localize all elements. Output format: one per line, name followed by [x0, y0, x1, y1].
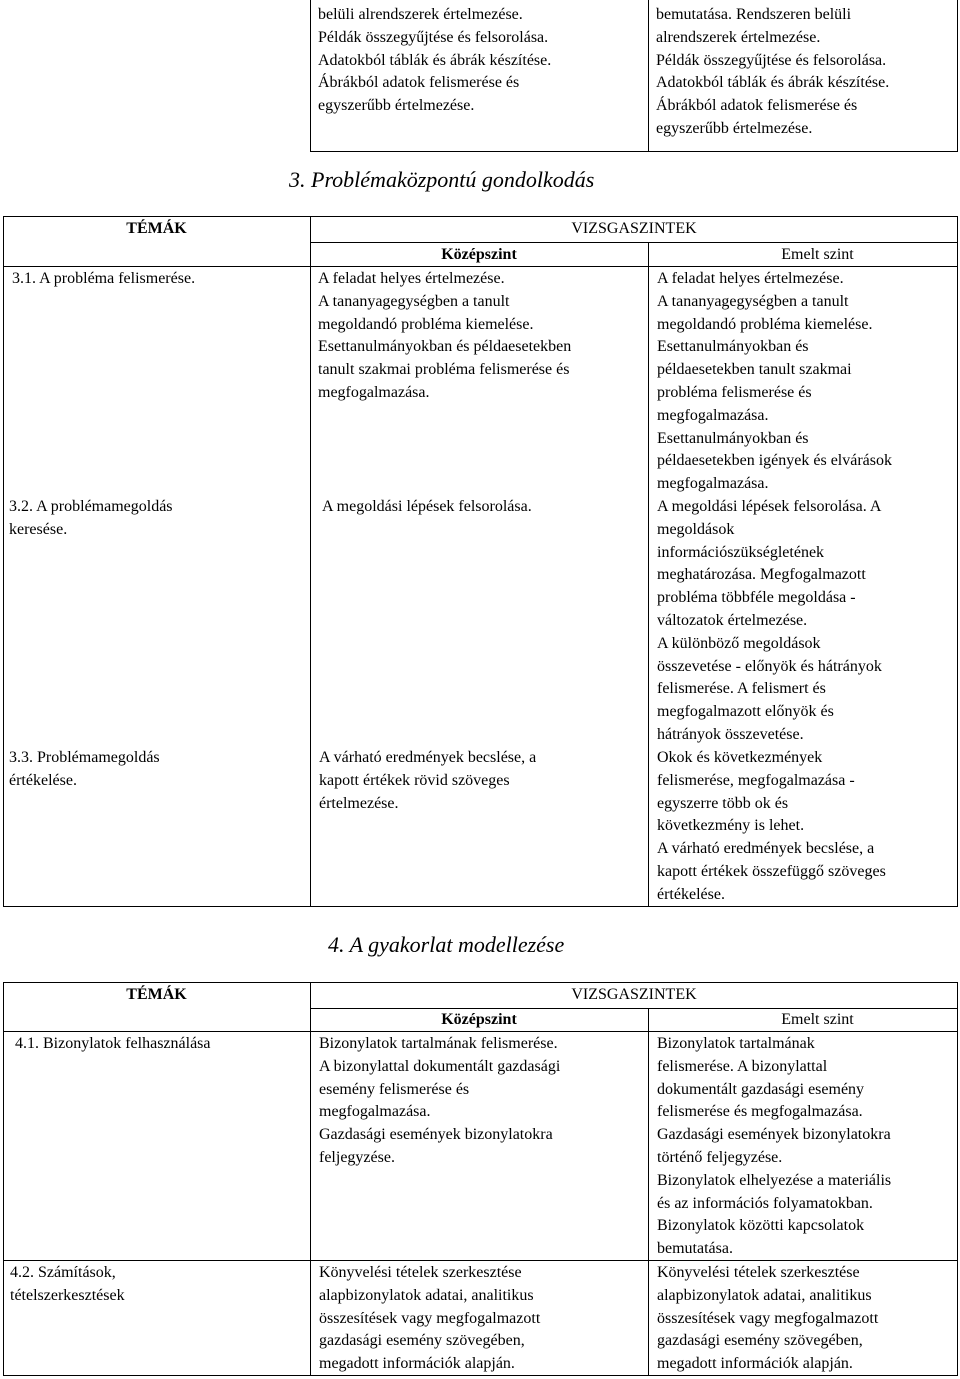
table-border: [3, 216, 958, 217]
table-row-kozepszint: Bizonylatok tartalmának felismerése. A bizonylattal dokumentált gazdasági esemény felismerése és megfogalmazása. Gazdasági események bizonylatokra feljegyzése.: [319, 1035, 561, 1166]
table-row-emelt-szint: A feladat helyes értelmezése. A tananyagegységben a tanult megoldandó probléma kiemelése. Esettanulmányokban és példaesetekben tanult szakmai probléma felismerése és megfogalmazása. Esettanulmányokban és példaesetekben igények és elvárások megfogalmazása.: [657, 270, 893, 493]
column-header-kozepszint: Középszint: [441, 246, 517, 263]
top-table-middle-cell: belüli alrendszerek értelmezése. Példák összegyűjtése és felsorolása. Adatokból táblák és ábrák készítése. Ábrákból adatok felismerése és egyszerűbb értelmezése.: [318, 6, 552, 115]
table-border: [3, 982, 958, 983]
table-row-emelt-szint: Bizonylatok tartalmának felismerése. A bizonylattal dokumentált gazdasági esemény felismerése és megfogalmazása. Gazdasági események bizonylatokra történő feljegyzése. Bizonylatok elhelyezése a materiális és az információs folyamatokban. Bizonylatok közötti kapcsolatok bemutatása.: [657, 1035, 892, 1258]
table-row-kozepszint: A megoldási lépések felsorolása.: [322, 498, 532, 515]
table-border: [957, 982, 958, 1376]
table-row-kozepszint: Könyvelési tételek szerkesztése alapbizonylatok adatai, analitikus összesítések vagy megfogalmazott gazdasági esemény szövegében, megadott információk alapján.: [319, 1264, 541, 1373]
table-border: [3, 982, 4, 1376]
table-row-topic: 3.1. A probléma felismerése.: [12, 270, 196, 287]
section-4-title: 4. A gyakorlat modellezése: [328, 932, 565, 957]
section-3-title: 3. Problémaközpontú gondolkodás: [289, 167, 595, 192]
table-row-kozepszint: A várható eredmények becslése, a kapott értékek rövid szöveges értelmezése.: [319, 749, 537, 812]
table-row-kozepszint: A feladat helyes értelmezése. A tananyagegységben a tanult megoldandó probléma kiemelése. Esettanulmányokban és példaesetekben tanult szakmai probléma felismerése és megfogalmazása.: [318, 270, 572, 401]
table-border: [957, 216, 958, 907]
table-border: [648, 1008, 649, 1376]
table-border: [310, 0, 311, 152]
table-row-topic: 3.2. A problémamegoldás keresése.: [9, 498, 173, 538]
column-header-kozepszint: Középszint: [441, 1011, 517, 1028]
column-header-vizsgaszintek: VIZSGASZINTEK: [571, 986, 697, 1003]
table-border: [310, 982, 311, 1376]
table-row-emelt-szint: A megoldási lépések felsorolása. A megoldások információszükségletének meghatározása. Megfogalmazott probléma többféle megoldása - változatok értelmezése. A különböző megoldások összevetése - előnyök és hátrányok felismerése. A felismert és megfogalmazott előnyök és hátrányok összevetése.: [657, 498, 882, 743]
top-table-right-cell: bemutatása. Rendszeren belüli alrendszerek értelmezése. Példák összegyűjtése és felsorolása. Adatokból táblák és ábrák készítése. Ábrákból adatok felismerése és egyszerűbb értelmezése.: [656, 6, 890, 137]
table-border: [648, 0, 649, 152]
table-border: [3, 216, 4, 907]
column-header-vizsgaszintek: VIZSGASZINTEK: [571, 220, 697, 237]
column-header-emelt-szint: Emelt szint: [781, 246, 854, 263]
column-header-temak: TÉMÁK: [126, 986, 187, 1003]
table-border: [648, 242, 649, 907]
column-header-emelt-szint: Emelt szint: [781, 1011, 854, 1028]
table-border: [310, 242, 958, 243]
table-border: [957, 0, 958, 152]
table-row-topic: 3.3. Problémamegoldás értékelése.: [9, 749, 160, 789]
table-row-emelt-szint: Könyvelési tételek szerkesztése alapbizonylatok adatai, analitikus összesítések vagy megfogalmazott gazdasági esemény szövegében, megadott információk alapján.: [657, 1264, 879, 1373]
column-header-temak: TÉMÁK: [126, 220, 187, 237]
table-border: [310, 216, 311, 907]
table-row-topic: 4.2. Számítások, tételszerkesztések: [10, 1264, 125, 1304]
table-row-topic: 4.1. Bizonylatok felhasználása: [15, 1035, 211, 1052]
table-row-emelt-szint: Okok és következmények felismerése, megfogalmazása - egyszerre több ok és következmény is lehet. A várható eredmények becslése, a kapott értékek összefüggő szöveges értékelése.: [657, 749, 886, 903]
table-border: [310, 151, 958, 152]
